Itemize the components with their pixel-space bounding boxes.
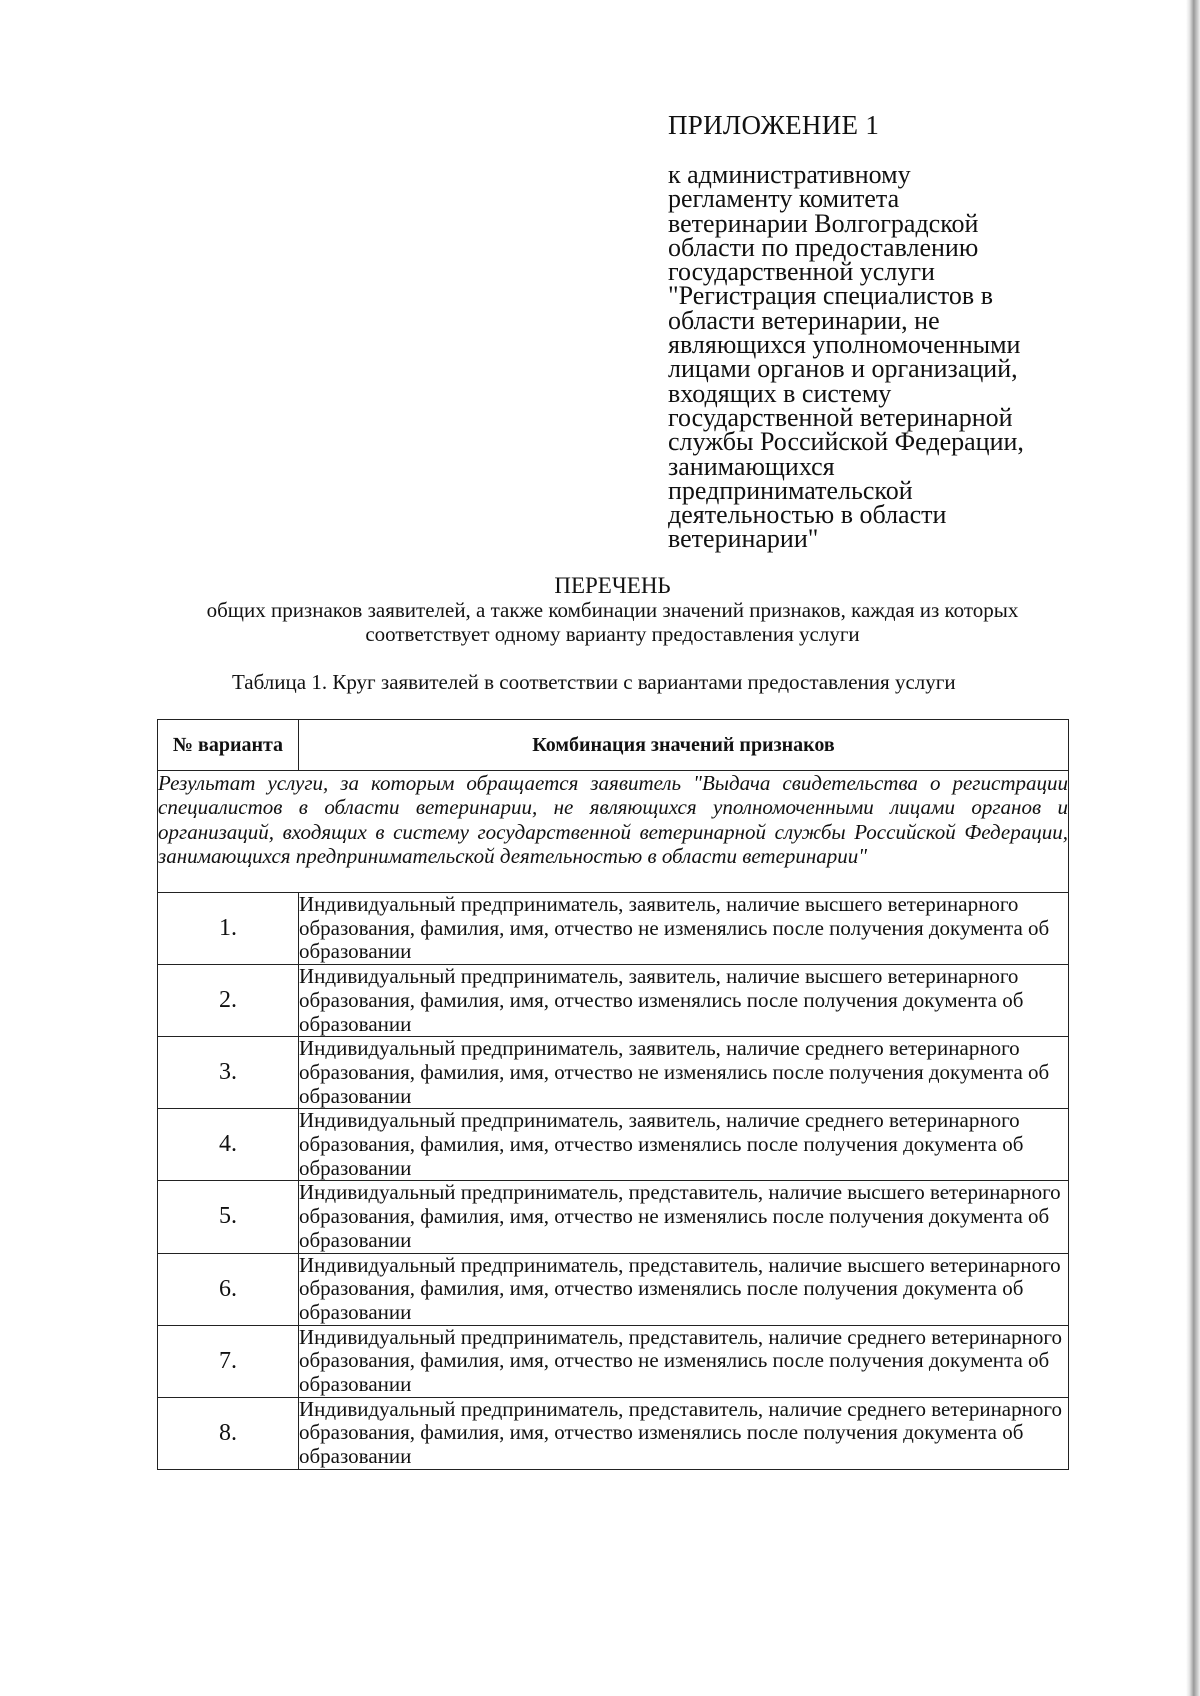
table-row	[158, 1253, 1069, 1325]
table-row	[158, 1181, 1069, 1253]
table-row	[158, 1325, 1069, 1397]
table-caption: Таблица 1. Круг заявителей в соответствии с вариантами предоставления услуги	[232, 670, 956, 694]
variant-number: 4.	[158, 1109, 299, 1181]
table-header-row	[158, 720, 1069, 771]
variant-number: 2.	[158, 965, 299, 1037]
list-title: ПЕРЕЧЕНЬ	[554, 573, 671, 598]
scan-edge-shadow	[1186, 0, 1200, 1696]
variant-number: 6.	[158, 1253, 299, 1325]
header-combination: Комбинация значений признаков	[299, 720, 1069, 771]
variant-number: 8.	[158, 1397, 299, 1469]
list-subtitle: общих признаков заявителей, а также комбинации значений признаков, каждая из которых соответствует одному варианту предоставления услуги	[206, 598, 1019, 646]
variant-number: 7.	[158, 1325, 299, 1397]
variant-combination: Индивидуальный предприниматель, заявитель, наличие среднего ветеринарного образования, фамилия, имя, отчество изменялись после получения документа об образовании	[299, 1109, 1069, 1181]
table-row	[158, 1397, 1069, 1469]
variant-number: 1.	[158, 893, 299, 965]
variant-number: 3.	[158, 1037, 299, 1109]
variant-combination: Индивидуальный предприниматель, заявитель, наличие высшего ветеринарного образования, фамилия, имя, отчество изменялись после получения документа об образовании	[299, 965, 1069, 1037]
appendix-title: ПРИЛОЖЕНИЕ 1	[668, 110, 880, 140]
result-row	[158, 771, 1069, 893]
variant-combination: Индивидуальный предприниматель, представитель, наличие среднего ветеринарного образования, фамилия, имя, отчество изменялись после получения документа об образовании	[299, 1397, 1069, 1469]
variant-combination: Индивидуальный предприниматель, представитель, наличие высшего ветеринарного образования, фамилия, имя, отчество изменялись после получения документа об образовании	[299, 1253, 1069, 1325]
appendix-description: к административному регламенту комитета ветеринарии Волгоградской области по предоставлению государственной услуги "Регистрация специалистов в области ветеринарии, не являющихся уполномоченными лицами органов и организаций, входящих в систему государственной ветеринарной службы Российской Федерации, занимающихся предпринимательской деятельностью в области ветеринарии"	[668, 160, 1024, 554]
table-row	[158, 1037, 1069, 1109]
table-row	[158, 1109, 1069, 1181]
variant-combination: Индивидуальный предприниматель, заявитель, наличие высшего ветеринарного образования, фамилия, имя, отчество не изменялись после получения документа об образовании	[299, 893, 1069, 965]
header-variant-number: № варианта	[158, 720, 299, 771]
variant-combination: Индивидуальный предприниматель, представитель, наличие среднего ветеринарного образования, фамилия, имя, отчество не изменялись после получения документа об образовании	[299, 1325, 1069, 1397]
result-description: Результат услуги, за которым обращается заявитель "Выдача свидетельства о регистрации специалистов в области ветеринарии, не являющихся уполномоченными лицами органов и организаций, входящих в систему государственной ветеринарной службы Российской Федерации, занимающихся предпринимательской деятельностью в области ветеринарии"	[158, 771, 1069, 893]
table-row	[158, 893, 1069, 965]
applicants-table	[157, 719, 1069, 1470]
variant-combination: Индивидуальный предприниматель, представитель, наличие высшего ветеринарного образования, фамилия, имя, отчество не изменялись после получения документа об образовании	[299, 1181, 1069, 1253]
variant-number: 5.	[158, 1181, 299, 1253]
variant-combination: Индивидуальный предприниматель, заявитель, наличие среднего ветеринарного образования, фамилия, имя, отчество не изменялись после получения документа об образовании	[299, 1037, 1069, 1109]
table-row	[158, 965, 1069, 1037]
